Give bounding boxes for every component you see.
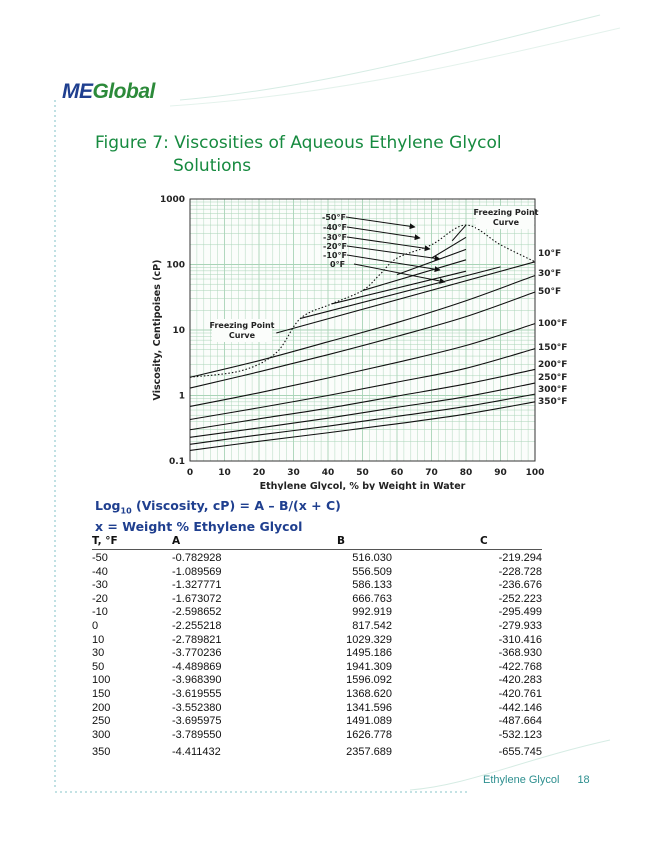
table-cell: 1495.186 (346, 647, 392, 660)
low-temp-label: -10°F (323, 251, 347, 260)
page-number: 18 (577, 774, 590, 786)
table-header (92, 535, 542, 550)
series-label: 300°F (538, 385, 568, 395)
x-tick-label: 0 (186, 468, 194, 478)
table-cell: -20 (92, 592, 108, 605)
table-cell: -1.089569 (172, 565, 222, 578)
table-cell: -10 (92, 606, 108, 619)
table-cell: -310.416 (498, 633, 542, 646)
table-cell: -295.499 (498, 606, 542, 619)
table-cell: -655.745 (498, 746, 542, 759)
x-tick-label: 20 (252, 468, 266, 478)
table-cell: -3.968390 (172, 674, 222, 687)
x-tick-label: 60 (390, 468, 404, 478)
x-tick-label: 10 (218, 468, 231, 478)
coefficient-table (92, 535, 542, 760)
series-label: 50°F (538, 287, 562, 297)
y-tick-label: 0.1 (169, 457, 185, 467)
x-tick-label: 30 (287, 468, 300, 478)
table-row (92, 702, 542, 716)
table-row (92, 552, 542, 566)
viscosity-chart (150, 190, 570, 490)
low-temp-label: -20°F (323, 242, 347, 251)
table-cell: -487.664 (498, 715, 542, 728)
table-cell: 100 (92, 674, 111, 687)
table-header-cell: C (480, 535, 488, 547)
table-cell: -422.768 (498, 660, 542, 673)
table-cell: 1368.620 (346, 687, 392, 700)
table-row (92, 634, 542, 648)
table-cell: -3.789550 (172, 728, 222, 741)
table-cell: 1596.092 (346, 674, 392, 687)
table-cell: -252.223 (498, 592, 542, 605)
table-row (92, 566, 542, 580)
table-cell: 556.509 (352, 565, 392, 578)
table-cell: 300 (92, 728, 111, 741)
table-row (92, 606, 542, 620)
table-cell: -420.761 (498, 687, 542, 700)
x-tick-label: 90 (494, 468, 507, 478)
table-cell: -236.676 (498, 579, 542, 592)
freezing-point-label: Curve (492, 218, 520, 227)
table-cell: -0.782928 (172, 552, 222, 564)
table-cell: 516.030 (352, 552, 392, 564)
x-tick-label: 80 (459, 468, 473, 478)
series-label: 200°F (538, 360, 568, 370)
low-temp-label: -30°F (323, 233, 347, 242)
figure-title (95, 132, 545, 178)
table-cell: 1491.089 (346, 715, 392, 728)
table-row (92, 647, 542, 661)
table-cell: -1.327771 (172, 579, 222, 592)
table-cell: 586.133 (352, 579, 392, 592)
freezing-point-label: Freezing Point (473, 208, 539, 217)
table-header-cell: T, °F (92, 535, 118, 547)
freezing-point-label: Curve (228, 331, 256, 340)
table-cell: 50 (92, 660, 105, 673)
table-cell: 666.763 (352, 592, 392, 605)
x-tick-label: 50 (356, 468, 369, 478)
x-tick-label: 40 (321, 468, 335, 478)
table-cell: -368.930 (498, 647, 542, 660)
y-tick-label: 1000 (159, 195, 185, 205)
table-cell: 817.542 (352, 619, 392, 632)
table-cell: -40 (92, 565, 108, 578)
figure-title-line1: Figure 7: Viscosities of Aqueous Ethylene Glycol (95, 133, 502, 153)
table-cell: -532.123 (498, 728, 542, 741)
series-label: 100°F (538, 319, 568, 329)
y-axis-label: Viscosity, Centipoises (cP) (152, 259, 163, 401)
table-cell: -228.728 (498, 565, 542, 578)
table-cell: -420.283 (498, 674, 542, 687)
series-label: 10°F (538, 249, 562, 259)
series-label: 350°F (538, 397, 568, 407)
y-tick-label: 10 (172, 326, 185, 336)
table-cell: -3.695975 (172, 715, 222, 728)
x-tick-label: 100 (525, 468, 545, 478)
table-cell: -219.294 (498, 552, 542, 564)
table-cell: -2.255218 (172, 619, 222, 632)
table-cell: -50 (92, 552, 108, 564)
table-cell: 1626.778 (346, 728, 392, 741)
page-footer (483, 774, 590, 786)
table-cell: -2.598652 (172, 606, 222, 619)
series-label: 30°F (538, 269, 562, 279)
table-cell: 200 (92, 701, 111, 714)
table-cell: 2357.689 (346, 746, 392, 759)
table-cell: -279.933 (498, 619, 542, 632)
table-cell: 0 (92, 619, 99, 632)
table-header-cell: B (337, 535, 346, 547)
table-cell: -442.146 (498, 701, 542, 714)
table-cell: 1029.329 (346, 633, 392, 646)
table-cell: 10 (92, 633, 105, 646)
table-row (92, 688, 542, 702)
table-header-cell: A (172, 535, 181, 547)
x-tick-label: 70 (425, 468, 438, 478)
equation-line1: Log$_{10}$ (Viscosity, cP) = A – B/(x + C) (95, 498, 341, 516)
low-temp-label: -50°F (322, 213, 346, 222)
figure-title-line2: Solutions (173, 156, 252, 176)
table-row (92, 715, 542, 729)
table-row (92, 620, 542, 634)
equation-line2: x = Weight % Ethylene Glycol (95, 518, 303, 534)
table-cell: -30 (92, 579, 108, 592)
table-cell: 992.919 (352, 606, 392, 619)
table-cell: -4.489869 (172, 660, 222, 673)
table-cell: -3.619555 (172, 687, 222, 700)
equation (95, 498, 341, 534)
table-cell: 30 (92, 647, 105, 660)
table-cell: -2.789821 (172, 633, 222, 646)
low-temp-label: -40°F (323, 223, 347, 232)
table-row (92, 593, 542, 607)
y-tick-label: 100 (166, 260, 185, 271)
table-cell: -1.673072 (172, 592, 222, 605)
table-cell: 1341.596 (346, 701, 392, 714)
table-cell: -3.770236 (172, 647, 222, 660)
series-label: 150°F (538, 343, 568, 353)
freezing-point-label: Freezing Point (209, 321, 275, 330)
table-cell: 250 (92, 715, 111, 728)
table-cell: 1941.309 (346, 660, 392, 673)
table-row (92, 674, 542, 688)
x-axis-label: Ethylene Glycol, % by Weight in Water (259, 481, 466, 490)
table-cell: 150 (92, 687, 111, 700)
y-tick-label: 1 (178, 391, 185, 402)
table-cell: 350 (92, 746, 111, 759)
table-row (92, 661, 542, 675)
footer-title: Ethylene Glycol (483, 774, 560, 786)
company-logo: MEGlobal (62, 80, 155, 103)
table-cell: -4.411432 (172, 746, 221, 759)
table-cell: -3.552380 (172, 701, 222, 714)
table-row (92, 729, 542, 743)
series-label: 250°F (538, 373, 568, 383)
table-row (92, 579, 542, 593)
table-row (92, 746, 542, 760)
low-temp-label: 0°F (330, 260, 346, 269)
